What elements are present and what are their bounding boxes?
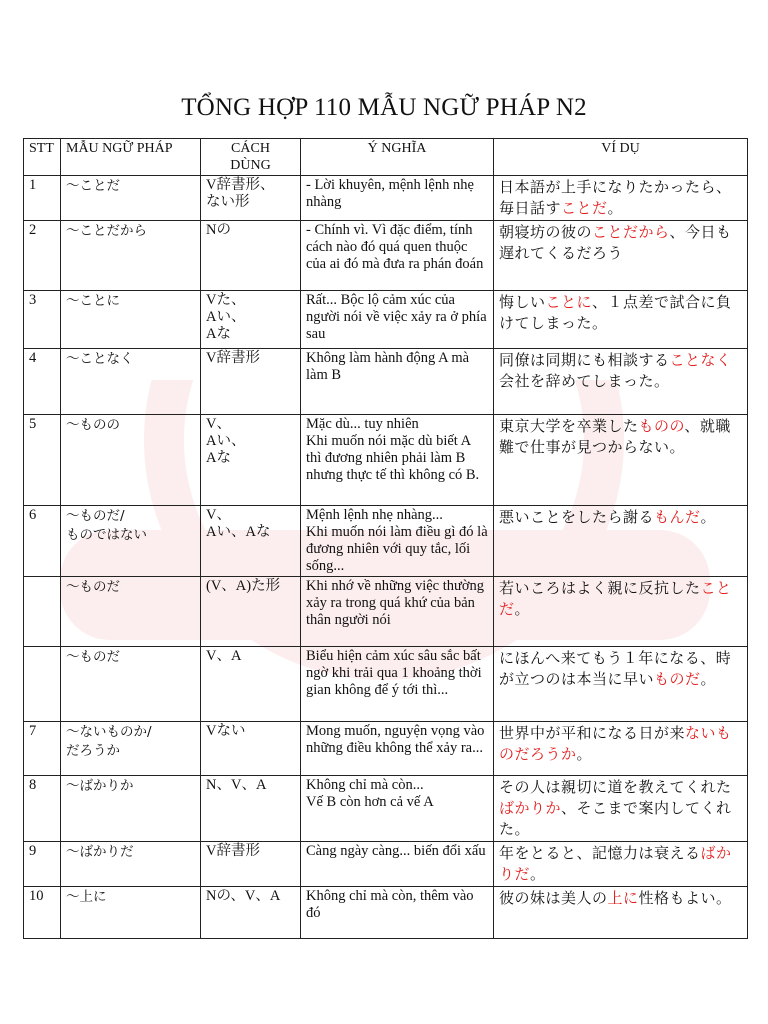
cell-example xyxy=(494,647,748,722)
cell-stt: 8 xyxy=(24,776,61,842)
cell-stt: 2 xyxy=(24,221,61,291)
cell-pattern: ～ことなく xyxy=(61,349,201,415)
example-text: 悪いことをしたら謝る xyxy=(499,508,655,526)
cell-pattern: ～ものだ/ ものではない xyxy=(61,506,201,577)
cell-example xyxy=(494,291,748,349)
cell-pattern: ～ものだ xyxy=(61,647,201,722)
example-text: 、今日も遅れてくるだろう xyxy=(499,223,732,262)
header-meaning: Ý NGHĨA xyxy=(301,139,494,176)
header-stt: STT xyxy=(24,139,61,176)
example-highlight: ことだから xyxy=(592,223,670,241)
table-row xyxy=(24,722,748,776)
example-highlight: ことだ xyxy=(499,579,732,618)
cell-usage: Nの、V、A xyxy=(201,887,301,939)
example-highlight: ばかりだ xyxy=(499,844,732,883)
cell-usage: V辞書形 xyxy=(201,349,301,415)
example-text: 、１点差で試合に負けてしまった。 xyxy=(499,293,732,332)
example-highlight: ことなく xyxy=(669,351,732,369)
example-highlight: もんだ xyxy=(654,508,701,526)
cell-meaning: - Lời khuyên, mệnh lệnh nhẹ nhàng xyxy=(301,176,494,221)
cell-example xyxy=(494,842,748,887)
cell-stt: 7 xyxy=(24,722,61,776)
cell-stt: 3 xyxy=(24,291,61,349)
cell-example xyxy=(494,776,748,842)
example-text: 日本語が上手になりたかったら、毎日話す xyxy=(499,178,732,217)
table-body xyxy=(24,176,748,939)
example-highlight: ばかりか xyxy=(499,799,562,817)
cell-stt: 5 xyxy=(24,415,61,506)
example-highlight: ことだ xyxy=(561,199,608,217)
cell-stt: 1 xyxy=(24,176,61,221)
cell-meaning: Càng ngày càng... biến đổi xấu xyxy=(301,842,494,887)
cell-pattern: ～ものの xyxy=(61,415,201,506)
cell-meaning: - Chính vì. Vì đặc điểm, tính cách nào đó quá quen thuộc của ai đó mà đưa ra phán đoán xyxy=(301,221,494,291)
example-highlight: 上に xyxy=(607,889,639,907)
example-highlight: ことに xyxy=(545,293,593,311)
cell-example xyxy=(494,221,748,291)
example-text: 性格もよい。 xyxy=(638,889,732,907)
example-text: 。 xyxy=(576,745,593,763)
example-text: 年をとると、記憶力は衰える xyxy=(499,844,701,862)
example-text: 世界中が平和になる日が来 xyxy=(499,724,686,742)
cell-usage: V、 Aい、Aな xyxy=(201,506,301,577)
table-row xyxy=(24,415,748,506)
cell-stt xyxy=(24,577,61,647)
cell-usage: (V、A)た形 xyxy=(201,577,301,647)
table-row xyxy=(24,349,748,415)
cell-usage: N、V、A xyxy=(201,776,301,842)
example-text: 。 xyxy=(607,199,624,217)
example-text: その人は親切に道を教えてくれた xyxy=(499,778,732,796)
page-title: TỔNG HỢP 110 MẪU NGỮ PHÁP N2 xyxy=(181,94,587,121)
cell-meaning: Mệnh lệnh nhẹ nhàng... Khi muốn nói làm điều gì đó là đương nhiên với quy tắc, lối sống... xyxy=(301,506,494,577)
cell-pattern: ～ものだ xyxy=(61,577,201,647)
example-text: 。 xyxy=(514,600,531,618)
cell-pattern: ～ことに xyxy=(61,291,201,349)
example-text: にほんへ来てもう１年になる、時が立つのは本当に早い xyxy=(499,649,732,688)
cell-meaning: Rất... Bộc lộ cảm xúc của người nói về việc xảy ra ở phía sau xyxy=(301,291,494,349)
cell-usage: V、A xyxy=(201,647,301,722)
example-highlight: ものの xyxy=(638,417,685,435)
grammar-table xyxy=(23,138,748,939)
cell-example xyxy=(494,415,748,506)
cell-meaning: Mặc dù... tuy nhiên Khi muốn nói mặc dù biết A thì đương nhiên phải làm B nhưng thực tế thì không có B. xyxy=(301,415,494,506)
example-text: 朝寝坊の彼の xyxy=(499,223,593,241)
example-text: 、就職難で仕事が見つからない。 xyxy=(499,417,731,456)
cell-example xyxy=(494,506,748,577)
cell-usage: V辞書形 xyxy=(201,842,301,887)
table-row xyxy=(24,647,748,722)
table-row xyxy=(24,506,748,577)
cell-meaning: Khi nhớ về những việc thường xảy ra trong quá khứ của bản thân người nói xyxy=(301,577,494,647)
cell-stt: 9 xyxy=(24,842,61,887)
example-text: 悔しい xyxy=(499,293,546,311)
table-row xyxy=(24,776,748,842)
cell-meaning: Mong muốn, nguyện vọng vào những điều không thể xảy ra... xyxy=(301,722,494,776)
cell-stt: 4 xyxy=(24,349,61,415)
cell-meaning: Không chỉ mà còn... Vế B còn hơn cả vế A xyxy=(301,776,494,842)
header-pattern: MẪU NGỮ PHÁP xyxy=(61,139,201,176)
example-text: 会社を辞めてしまった。 xyxy=(499,372,670,390)
cell-usage: Nの xyxy=(201,221,301,291)
table-row xyxy=(24,887,748,939)
example-text: 。 xyxy=(700,508,717,526)
cell-stt xyxy=(24,647,61,722)
cell-usage: Vた、 Aい、 Aな xyxy=(201,291,301,349)
cell-meaning: Không chỉ mà còn, thêm vào đó xyxy=(301,887,494,939)
cell-example xyxy=(494,349,748,415)
example-text: 。 xyxy=(530,865,546,883)
cell-usage: Vない xyxy=(201,722,301,776)
cell-pattern: ～ばかりか xyxy=(61,776,201,842)
cell-usage: V辞書形、 ない形 xyxy=(201,176,301,221)
cell-stt: 10 xyxy=(24,887,61,939)
example-text: 。 xyxy=(700,670,717,688)
example-text: 、そこまで案内してくれた。 xyxy=(499,799,732,838)
cell-pattern: ～ことだから xyxy=(61,221,201,291)
example-highlight: ものだ xyxy=(654,670,701,688)
table-row xyxy=(24,842,748,887)
table-row xyxy=(24,577,748,647)
header-usage: CÁCH DÙNG xyxy=(201,139,301,176)
cell-usage: V、 Aい、 Aな xyxy=(201,415,301,506)
cell-pattern: ～上に xyxy=(61,887,201,939)
cell-pattern: ～ことだ xyxy=(61,176,201,221)
cell-example xyxy=(494,887,748,939)
example-text: 若いころはよく親に反抗した xyxy=(499,579,701,597)
cell-pattern: ～ないものか/ だろうか xyxy=(61,722,201,776)
table-row xyxy=(24,221,748,291)
example-text: 東京大学を卒業した xyxy=(499,417,639,435)
example-text: 同僚は同期にも相談する xyxy=(499,351,670,369)
cell-pattern: ～ばかりだ xyxy=(61,842,201,887)
table-row xyxy=(24,291,748,349)
cell-meaning: Biểu hiện cảm xúc sâu sắc bất ngờ khi trải qua 1 khoảng thời gian không để ý tới thì... xyxy=(301,647,494,722)
cell-stt: 6 xyxy=(24,506,61,577)
table-row xyxy=(24,176,748,221)
cell-example xyxy=(494,577,748,647)
cell-example xyxy=(494,176,748,221)
table-header-row xyxy=(24,139,748,176)
example-highlight: ないものだろうか xyxy=(499,724,732,763)
cell-example xyxy=(494,722,748,776)
header-example: VÍ DỤ xyxy=(494,139,748,176)
cell-meaning: Không làm hành động A mà làm B xyxy=(301,349,494,415)
example-text: 彼の妹は美人の xyxy=(499,889,608,907)
